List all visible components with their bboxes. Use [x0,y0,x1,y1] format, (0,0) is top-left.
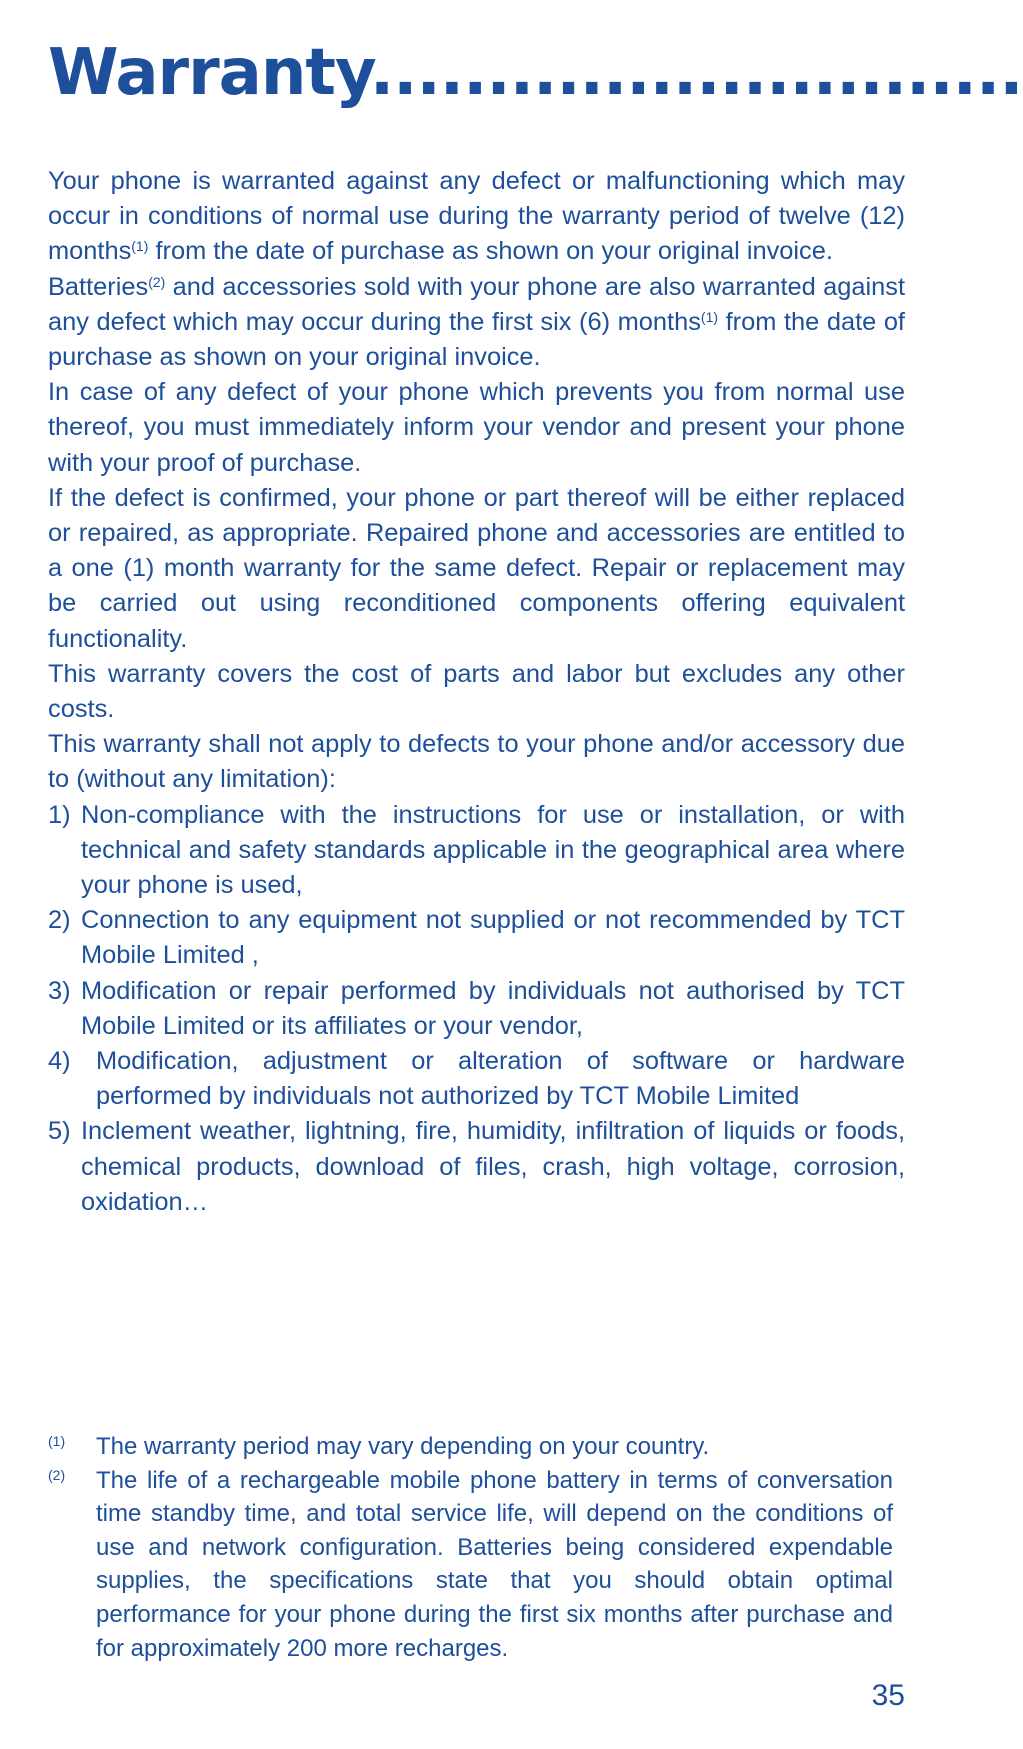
paragraph-batteries [48,270,905,376]
footnote-mark: (1) [48,1433,66,1449]
paragraph-defect-notice: In case of any defect of your phone which prevents you from normal use thereof, you must immediately inform your vendor and present your phone with your proof of purchase. [48,378,905,477]
list-item-number: 3) [48,976,71,1005]
footnote-text: The warranty period may vary depending on your country. [96,1433,710,1460]
paragraph-coverage: This warranty covers the cost of parts and labor but excludes any other costs. [48,659,905,724]
list-item [48,974,905,1044]
list-item-number: 2) [48,906,71,935]
list-item-number: 1) [48,800,71,829]
list-item [48,1044,905,1114]
paragraph-repair: If the defect is confirmed, your phone or part thereof will be either replaced or repaired, as appropriate. Repaired phone and accessories are entitled to a one (1) month warranty for the same defect. Repair or replacement may be carried out using reconditioned components offering equivalent functionality. [48,483,905,653]
list-item [48,1114,905,1220]
list-item-text: Modification or repair performed by individuals not authorised by TCT Mobile Limited or its affiliates or your vendor, [81,976,905,1040]
footnote-ref-2: (2) [148,273,166,290]
footnote-2 [48,1464,893,1666]
page-title: Warranty............................ [48,36,1023,110]
paragraph-text: from the date of purchase as shown on your original invoice. [48,307,905,372]
paragraph-text: Your phone is warranted against any defect or malfunctioning which may occur in conditions of normal use during the warranty period of twelve (12) months [48,167,905,266]
footnote-ref-1: (1) [131,238,149,255]
exclusions-list [48,798,905,1220]
paragraph-text: from the date of purchase as shown on your original invoice. [148,237,833,266]
list-item-text: Inclement weather, lightning, fire, humidity, infiltration of liquids or foods, chemical products, download of files, crash, high voltage, corrosion, oxidation… [81,1117,905,1216]
list-item-number: 5) [48,1117,71,1146]
footnote-1 [48,1430,893,1464]
warranty-body [48,164,905,1220]
paragraph-warranty-period [48,164,905,270]
footnote-ref-1: (1) [700,308,719,325]
list-item-text: Modification, adjustment or alteration of software or hardware performed by individuals not authorized by TCT Mobile Limited [96,1047,905,1111]
footnote-text: The life of a rechargeable mobile phone battery in terms of conversation time standby time, and total service life, will depend on the conditions of use and network configuration. Batteries being considered expendable supplies, the specifications state that you should obtain optimal performance for your phone during the first six months after purchase and for approximately 200 more recharges. [96,1466,893,1662]
list-item [48,903,905,973]
list-item [48,798,905,904]
page-number: 35 [871,1679,905,1712]
paragraph-text: Batteries [48,272,149,301]
footnote-mark: (2) [48,1466,66,1483]
list-item-text: Connection to any equipment not supplied or not recommended by TCT Mobile Limited , [81,906,905,970]
list-item-number: 4) [48,1047,71,1076]
list-item-text: Non-compliance with the instructions for use or installation, or with technical and safety standards applicable in the geographical area where your phone is used, [81,800,905,900]
paragraph-exclusions-intro: This warranty shall not apply to defects to your phone and/or accessory due to (without any limitation): [48,730,905,794]
footnotes [48,1430,893,1665]
paragraph-text: and accessories sold with your phone are also warranted against any defect which may occur during the first six (6) months [48,272,905,336]
